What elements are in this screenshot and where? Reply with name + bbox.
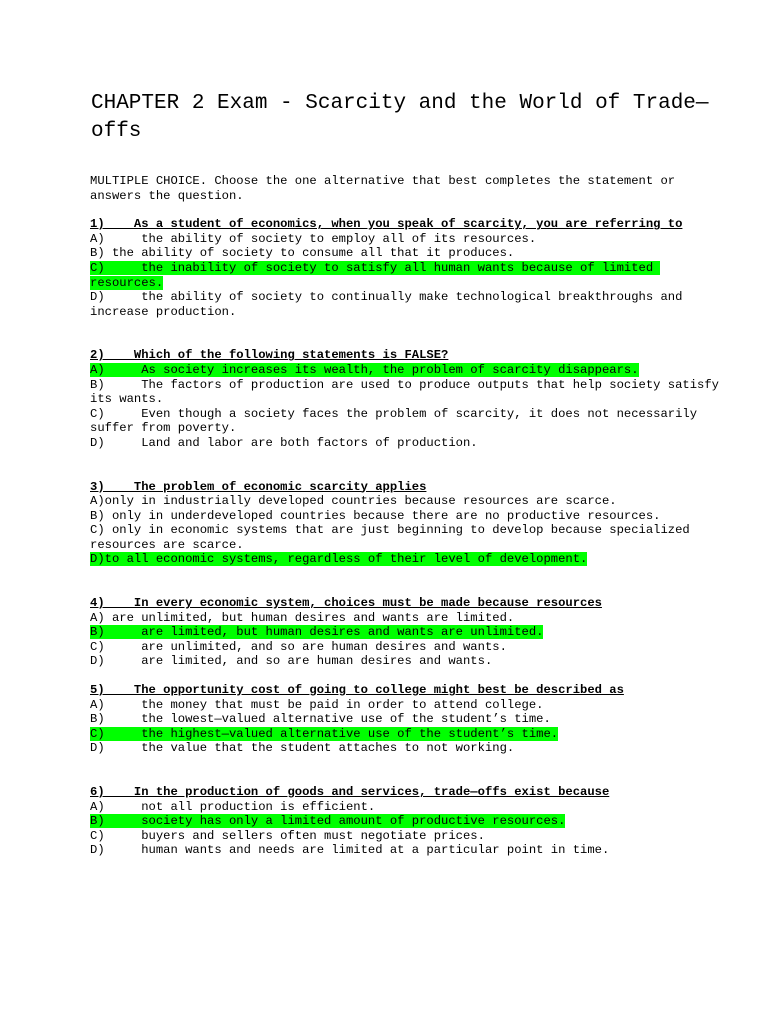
option-text: A)only in industrially developed countries because resources are scarce. — [90, 494, 617, 509]
option-text: D) are limited, and so are human desires and wants. — [90, 654, 493, 669]
document-body — [90, 174, 730, 872]
document-title: CHAPTER 2 Exam - Scarcity and the World of Trade—offs — [91, 92, 709, 143]
option-c-answer — [90, 261, 730, 290]
question-5 — [90, 683, 730, 756]
question-prompt: 3) The problem of economic scarcity applies — [90, 479, 427, 494]
option-b — [90, 378, 730, 407]
question-1 — [90, 217, 730, 319]
highlighted-answer: B) are limited, but human desires and wants are unlimited. — [90, 625, 544, 640]
option-text: D) the ability of society to continually make technological breakthroughs and increase production. — [90, 290, 690, 319]
option-a-answer — [90, 363, 730, 378]
option-a — [90, 494, 730, 509]
option-text: B) the lowest—valued alternative use of the student’s time. — [90, 712, 551, 727]
option-text: A) not all production is efficient. — [90, 799, 376, 814]
option-d — [90, 843, 730, 858]
highlighted-answer: C) the inability of society to satisfy all human wants because of limited resources. — [90, 260, 661, 290]
question-prompt: 2) Which of the following statements is FALSE? — [90, 348, 449, 363]
option-text: B) the ability of society to consume all that it produces. — [90, 246, 515, 261]
highlighted-answer: A) As society increases its wealth, the problem of scarcity disappears. — [90, 362, 639, 377]
instructions: MULTIPLE CHOICE. Choose the one alternative that best completes the statement or answers the question. — [90, 174, 683, 203]
question-prompt: 6) In the production of goods and services, trade—offs exist because — [90, 785, 610, 799]
option-a — [90, 232, 730, 247]
option-text: D) the value that the student attaches to not working. — [90, 741, 515, 756]
question-6 — [90, 785, 730, 858]
option-d — [90, 436, 730, 451]
option-text: C) buyers and sellers often must negotiate prices. — [90, 828, 485, 843]
question-4 — [90, 596, 730, 669]
option-text: A) the money that must be paid in order to attend college. — [90, 697, 544, 712]
option-c-answer — [90, 727, 730, 742]
option-text: C) only in economic systems that are just beginning to develop because specialized resources are scarce. — [90, 523, 690, 552]
question-3 — [90, 480, 730, 568]
option-d — [90, 741, 730, 756]
question-prompt: 5) The opportunity cost of going to college might best be described as — [90, 683, 624, 698]
option-a — [90, 800, 730, 815]
option-text: B) The factors of production are used to produce outputs that help society satisfy its wants. — [90, 377, 727, 407]
option-text: D) human wants and needs are limited at a particular point in time. — [90, 843, 610, 858]
question-prompt: 4) In every economic system, choices must be made because resources — [90, 596, 602, 611]
option-b-answer — [90, 625, 730, 640]
option-text: A) are unlimited, but human desires and wants are limited. — [90, 610, 515, 625]
option-c — [90, 407, 730, 436]
question-2 — [90, 348, 730, 450]
option-text: C) are unlimited, and so are human desires and wants. — [90, 639, 507, 654]
option-text: B) only in underdeveloped countries because there are no productive resources. — [90, 508, 661, 523]
option-text: D) Land and labor are both factors of production. — [90, 435, 478, 450]
option-b — [90, 246, 730, 261]
highlighted-answer: C) the highest—valued alternative use of the student’s time. — [90, 726, 559, 741]
highlighted-answer: B) society has only a limited amount of productive resources. — [90, 814, 566, 829]
option-d-answer — [90, 552, 730, 567]
option-a — [90, 698, 730, 713]
option-b-answer — [90, 814, 730, 829]
highlighted-answer: D)to all economic systems, regardless of their level of development. — [90, 552, 588, 567]
option-text: C) Even though a society faces the problem of scarcity, it does not necessarily suffer from poverty. — [90, 406, 705, 436]
option-c — [90, 829, 730, 844]
option-c — [90, 640, 730, 655]
option-d — [90, 290, 730, 319]
question-prompt: 1) As a student of economics, when you speak of scarcity, you are referring to — [90, 217, 683, 232]
option-a — [90, 611, 730, 626]
option-c — [90, 523, 730, 552]
option-b — [90, 712, 730, 727]
option-b — [90, 509, 730, 524]
option-text: A) the ability of society to employ all of its resources. — [90, 231, 537, 246]
option-d — [90, 654, 730, 669]
